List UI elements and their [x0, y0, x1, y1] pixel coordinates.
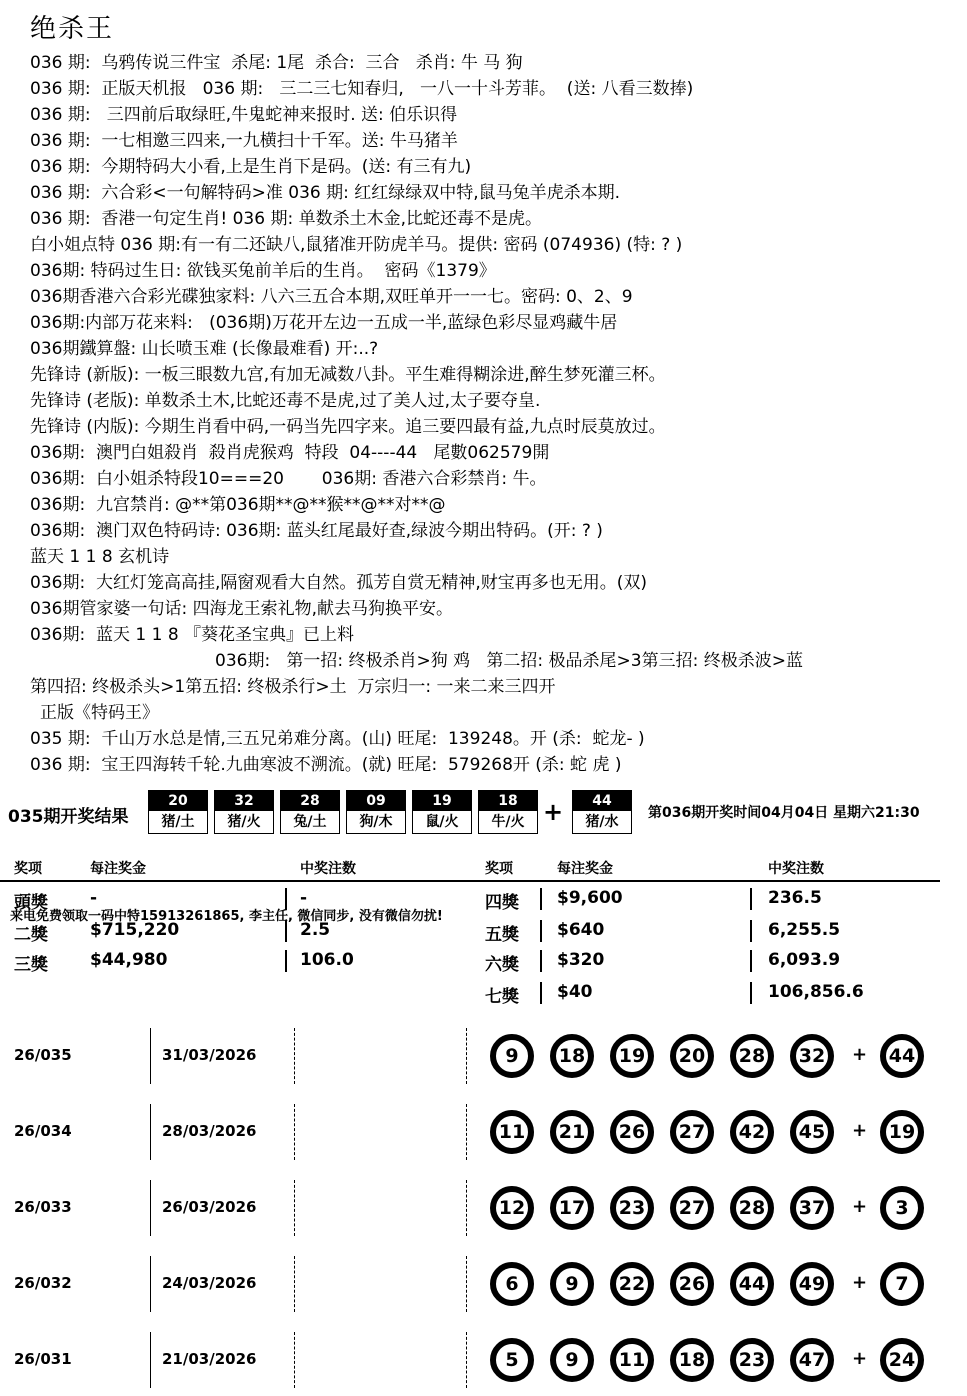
divider	[150, 1256, 151, 1312]
history-ball: 11	[610, 1338, 654, 1382]
history-ball: 23	[730, 1338, 774, 1382]
text-line: 036 期: 六合彩<一句解特码>准 036 期: 红红绿绿双中特,鼠马兔羊虎杀本期.	[30, 183, 621, 203]
text-line: 036期: 第一招: 终极杀肖>狗 鸡 第二招: 极品杀尾>3第三招: 终极杀波>蓝	[215, 651, 803, 671]
history-ball: 27	[670, 1186, 714, 1230]
plus-icon: +	[852, 1196, 868, 1217]
history-period: 26/034	[14, 1122, 72, 1140]
prize-count: -	[300, 888, 308, 908]
prize-amount: $9,600	[557, 888, 623, 908]
ball-number: 19	[413, 791, 471, 811]
ball-zodiac: 猪/水	[585, 814, 619, 830]
divider	[294, 1028, 296, 1084]
text-line: 036期: 澳门双色特码诗: 036期: 蓝头红尾最好查,绿波今期出特码。(开: ? )	[30, 521, 603, 541]
ball-number: 09	[347, 791, 405, 811]
ball-zodiac: 猪/火	[227, 814, 261, 830]
text-line: 036期: 白小姐杀特段10===20 036期: 香港六合彩禁肖: 牛。	[30, 469, 547, 489]
history-ball: 11	[490, 1110, 534, 1154]
result-ball	[478, 790, 538, 834]
divider	[294, 1256, 296, 1312]
history-period: 26/031	[14, 1350, 72, 1368]
text-line: 蓝天 1 1 8 玄机诗	[30, 547, 170, 567]
draw-result-label: 035期开奖结果	[8, 807, 129, 827]
history-special-ball: 7	[880, 1262, 924, 1306]
header-amount: 每注奖金	[90, 861, 146, 877]
history-special-ball: 44	[880, 1034, 924, 1078]
history-period: 26/033	[14, 1198, 72, 1216]
history-ball: 49	[790, 1262, 834, 1306]
prize-amount: $715,220	[90, 920, 180, 940]
prize-count: 6,255.5	[768, 920, 841, 940]
history-date: 21/03/2026	[162, 1350, 257, 1368]
divider	[466, 1180, 468, 1236]
text-line: 先锋诗 (老版): 单数杀土木,比蛇还毒不是虎,过了美人过,太子要夺皇.	[30, 391, 541, 411]
history-ball: 47	[790, 1338, 834, 1382]
text-line: 036 期: 一七相邀三四来,一九横扫十千军。送: 牛马猪羊	[30, 131, 458, 151]
result-ball	[280, 790, 340, 834]
text-line: 035 期: 千山万水总是情,三五兄弟难分离。(山) 旺尾: 139248。开 (杀: 蛇龙- )	[30, 729, 645, 749]
ball-number: 20	[149, 791, 207, 811]
ball-zodiac: 牛/火	[491, 814, 525, 830]
divider	[540, 950, 542, 972]
ball-zodiac: 猪/土	[161, 814, 195, 830]
text-line: 036期香港六合彩光碟独家料: 八六三五合本期,双旺单开一一七。密码: 0、2、9	[30, 287, 633, 307]
text-line: 036 期: 宝王四海转千轮.九曲寒波不溯流。(就) 旺尾: 579268开 (杀: 蛇 虎 )	[30, 755, 622, 775]
history-ball: 26	[610, 1110, 654, 1154]
header-prize: 奖项	[485, 861, 513, 877]
history-ball: 42	[730, 1110, 774, 1154]
plus-icon: +	[852, 1044, 868, 1065]
history-ball: 37	[790, 1186, 834, 1230]
ball-number: 28	[281, 791, 339, 811]
prize-count: 2.5	[300, 920, 331, 940]
divider	[466, 1332, 468, 1388]
divider	[294, 1104, 296, 1160]
prize-amount: $320	[557, 950, 605, 970]
history-ball: 45	[790, 1110, 834, 1154]
history-ball: 22	[610, 1262, 654, 1306]
text-line: 036 期: 今期特码大小看,上是生肖下是码。(送: 有三有九)	[30, 157, 472, 177]
text-line: 036 期: 三四前后取绿旺,牛鬼蛇神来报时. 送: 伯乐识得	[30, 105, 458, 125]
history-ball: 23	[610, 1186, 654, 1230]
history-special-ball: 3	[880, 1186, 924, 1230]
prize-name: 六獎	[485, 955, 519, 975]
history-ball: 17	[550, 1186, 594, 1230]
special-ball	[572, 790, 632, 834]
divider	[294, 1332, 296, 1388]
plus-icon: +	[852, 1272, 868, 1293]
result-ball	[412, 790, 472, 834]
ball-zodiac: 狗/木	[359, 814, 393, 830]
history-period: 26/032	[14, 1274, 72, 1292]
header-prize: 奖项	[14, 861, 42, 877]
history-ball: 21	[550, 1110, 594, 1154]
header-amount: 每注奖金	[557, 861, 613, 877]
text-line: 036 期: 香港一句定生肖! 036 期: 单数杀土木金,比蛇还毒不是虎。	[30, 209, 542, 229]
prize-amount: -	[90, 888, 98, 908]
divider	[0, 880, 940, 882]
text-line: 036 期: 乌鸦传说三件宝 杀尾: 1尾 杀合: 三合 杀肖: 牛 马 狗	[30, 53, 523, 73]
divider	[750, 888, 752, 910]
draw-result-row	[8, 790, 958, 838]
history-date: 31/03/2026	[162, 1046, 257, 1064]
prize-amount: $640	[557, 920, 605, 940]
divider	[540, 982, 542, 1004]
prediction-lines	[30, 50, 950, 778]
header-count: 中奖注数	[300, 861, 356, 877]
history-ball: 5	[490, 1338, 534, 1382]
result-ball	[346, 790, 406, 834]
history-row	[0, 1172, 967, 1244]
history-ball: 18	[670, 1338, 714, 1382]
history-special-ball: 19	[880, 1110, 924, 1154]
result-ball	[148, 790, 208, 834]
history-row	[0, 1020, 967, 1092]
result-ball	[214, 790, 274, 834]
text-line: 正版《特码王》	[40, 703, 159, 723]
history-ball: 18	[550, 1034, 594, 1078]
divider	[750, 920, 752, 942]
text-line: 先锋诗 (新版): 一板三眼数九宫,有加无减数八卦。平生难得糊涂进,醉生梦死灌三杯。	[30, 365, 666, 385]
divider	[466, 1028, 468, 1084]
history-ball: 6	[490, 1262, 534, 1306]
text-line: 036期管家婆一句话: 四海龙王索礼物,献去马狗换平安。	[30, 599, 453, 619]
ball-number: 18	[479, 791, 537, 811]
prize-count: 236.5	[768, 888, 822, 908]
divider	[150, 1332, 151, 1388]
history-date: 28/03/2026	[162, 1122, 257, 1140]
text-line: 白小姐点特 036 期:有一有二还缺八,鼠猪准开防虎羊马。提供: 密码 (074936) (特: ? )	[30, 235, 683, 255]
text-line: 036期鐵算盤: 山长喷玉难 (长像最难看) 开:..?	[30, 339, 379, 359]
history-ball: 9	[490, 1034, 534, 1078]
history-date: 26/03/2026	[162, 1198, 257, 1216]
divider	[150, 1180, 151, 1236]
prize-table	[0, 848, 967, 1008]
history-row	[0, 1324, 967, 1396]
history-period: 26/035	[14, 1046, 72, 1064]
text-line: 036 期: 正版天机报 036 期: 三二三七知春归, 一八一十斗芳菲。 (送: 八看三数捧)	[30, 79, 694, 99]
contact-notice: 来电免费领取一码中特15913261865, 李主任, 微信同步, 没有微信勿扰!	[10, 909, 443, 924]
divider	[466, 1256, 468, 1312]
header-count: 中奖注数	[768, 861, 824, 877]
history-ball: 27	[670, 1110, 714, 1154]
divider	[750, 950, 752, 972]
ball-number: 44	[573, 791, 631, 811]
divider	[285, 950, 287, 972]
history-ball: 20	[670, 1034, 714, 1078]
history-ball: 12	[490, 1186, 534, 1230]
ball-zodiac: 兔/土	[293, 814, 327, 830]
text-line: 第四招: 终极杀头>1第五招: 终极杀行>土 万宗归一: 一来二来三四开	[30, 677, 556, 697]
text-line: 036期:内部万花来料: (036期)万花开左边一五成一半,蓝绿色彩尽显鸡藏牛居	[30, 313, 618, 333]
plus-icon: +	[543, 798, 564, 826]
history-ball: 9	[550, 1338, 594, 1382]
text-line: 036期: 九宫禁肖: @**第036期**@**猴**@**对**@	[30, 495, 446, 515]
divider	[150, 1028, 151, 1084]
history-ball: 19	[610, 1034, 654, 1078]
prize-count: 106,856.6	[768, 982, 864, 1002]
history-date: 24/03/2026	[162, 1274, 257, 1292]
text-line: 先锋诗 (内版): 今期生肖看中码,一码当先四字来。追三要四最有益,九点时辰莫放过。	[30, 417, 666, 437]
ball-number: 32	[215, 791, 273, 811]
plus-icon: +	[852, 1348, 868, 1369]
history-special-ball: 24	[880, 1338, 924, 1382]
history-ball: 28	[730, 1034, 774, 1078]
history-ball: 32	[790, 1034, 834, 1078]
text-line: 036期: 大红灯笼高高挂,隔窗观看大自然。孤芳自赏无精神,财宝再多也无用。(双)	[30, 573, 648, 593]
prize-amount: $40	[557, 982, 593, 1002]
history-ball: 9	[550, 1262, 594, 1306]
divider	[150, 1104, 151, 1160]
plus-icon: +	[852, 1120, 868, 1141]
history-row	[0, 1248, 967, 1320]
divider	[540, 888, 542, 910]
prize-amount: $44,980	[90, 950, 168, 970]
divider	[294, 1180, 296, 1236]
page-title: 绝杀王	[30, 14, 115, 44]
text-line: 036期: 蓝天 1 1 8 『葵花圣宝典』已上料	[30, 625, 355, 645]
text-line: 036期: 澳門白姐殺肖 殺肖虎猴鸡 特段 04----44 尾數062579開	[30, 443, 550, 463]
prize-name: 二獎	[14, 925, 48, 945]
divider	[466, 1104, 468, 1160]
history-ball: 28	[730, 1186, 774, 1230]
prize-name: 七獎	[485, 987, 519, 1007]
ball-zodiac: 鼠/火	[425, 814, 459, 830]
divider	[540, 920, 542, 942]
prize-name: 頭獎	[14, 893, 48, 913]
divider	[750, 982, 752, 1004]
history-ball: 26	[670, 1262, 714, 1306]
prize-name: 四獎	[485, 893, 519, 913]
next-draw-time: 第036期开奖时间04月04日 星期六21:30	[648, 805, 920, 821]
prize-count: 106.0	[300, 950, 354, 970]
prize-name: 三獎	[14, 955, 48, 975]
history-row	[0, 1096, 967, 1168]
prize-name: 五獎	[485, 925, 519, 945]
history-ball: 44	[730, 1262, 774, 1306]
prize-count: 6,093.9	[768, 950, 841, 970]
text-line: 036期: 特码过生日: 欲钱买兔前羊后的生肖。 密码《1379》	[30, 261, 496, 281]
